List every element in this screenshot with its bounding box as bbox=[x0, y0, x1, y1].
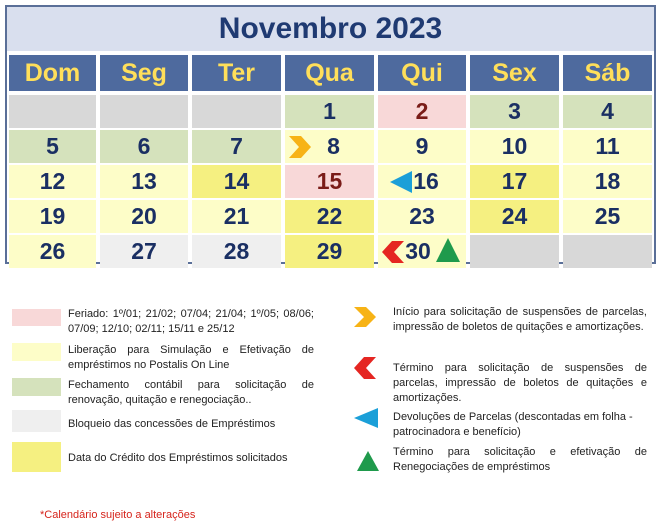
day-cell bbox=[9, 235, 96, 268]
day-cell bbox=[378, 95, 466, 128]
day-cell bbox=[378, 130, 466, 163]
day-cell bbox=[378, 235, 466, 268]
day-number: 24 bbox=[501, 203, 528, 229]
day-cell bbox=[285, 200, 374, 233]
day-number: 10 bbox=[501, 133, 528, 159]
day-number: 25 bbox=[594, 203, 621, 229]
legend-swatch-block bbox=[12, 410, 61, 432]
day-cell bbox=[563, 165, 652, 198]
orange-chevron-icon bbox=[289, 136, 311, 158]
day-number: 20 bbox=[131, 203, 157, 229]
day-number: 19 bbox=[39, 203, 66, 229]
day-number: 16 bbox=[413, 168, 439, 194]
weekday-header: Sex bbox=[470, 55, 559, 91]
day-number: 4 bbox=[601, 98, 614, 124]
legend-swatch-holiday bbox=[12, 309, 61, 326]
empty-day-cell bbox=[9, 95, 96, 128]
day-number: 21 bbox=[223, 203, 250, 229]
red-chevron-icon bbox=[382, 241, 404, 263]
legend-return-text: Devoluções de Parcelas (descontadas em folha - patrocinadora e benefício) bbox=[393, 411, 633, 438]
calendar-title: Novembro 2023 bbox=[7, 7, 654, 51]
day-cell bbox=[192, 165, 281, 198]
day-number: 2 bbox=[415, 98, 429, 124]
legend-swatch-closing bbox=[12, 378, 61, 396]
day-number: 7 bbox=[230, 133, 243, 159]
legend-release-text: Liberação para Simulação e Efetivação de empréstimos no Postalis On Line bbox=[68, 344, 314, 371]
day-number: 27 bbox=[131, 238, 157, 264]
day-number: 26 bbox=[39, 238, 66, 264]
blue-triangle-icon bbox=[354, 408, 378, 428]
day-cell bbox=[285, 165, 374, 198]
day-number: 1 bbox=[323, 98, 336, 124]
day-number: 12 bbox=[39, 168, 66, 194]
day-cell bbox=[9, 165, 96, 198]
day-cell bbox=[378, 165, 466, 198]
legend-swatch-release bbox=[12, 343, 61, 361]
legend-end-text: Término para solicitação de suspensões de parcelas, impressão de boletos de quitações e amortizações. bbox=[393, 362, 647, 404]
red-chevron-icon bbox=[354, 357, 376, 379]
day-cell bbox=[100, 200, 188, 233]
day-cell bbox=[285, 235, 374, 268]
day-cell bbox=[100, 130, 188, 163]
day-number: 15 bbox=[316, 168, 343, 194]
day-cell bbox=[563, 130, 652, 163]
day-number: 22 bbox=[316, 203, 343, 229]
day-cell bbox=[100, 235, 188, 268]
legend-closing-text: Fechamento contábil para solicitação de renovação, quitação e renegociação.. bbox=[68, 379, 314, 406]
day-number: 5 bbox=[46, 133, 59, 159]
weekday-header: Seg bbox=[100, 55, 188, 91]
day-number: 13 bbox=[131, 168, 157, 194]
day-number: 30 bbox=[405, 238, 431, 264]
day-cell bbox=[563, 200, 652, 233]
day-cell bbox=[192, 130, 281, 163]
legend-block-text: Bloqueio das concessões de Empréstimos bbox=[68, 418, 276, 430]
day-number: 3 bbox=[508, 98, 521, 124]
day-cell bbox=[470, 130, 559, 163]
empty-day-cell bbox=[192, 95, 281, 128]
day-cell bbox=[285, 130, 374, 163]
day-number: 14 bbox=[223, 168, 250, 194]
legend-start-text: Início para solicitação de suspensões de parcelas, impressão de boletos de quitações e amortizações. bbox=[393, 306, 647, 333]
weekday-header: Sáb bbox=[563, 55, 652, 91]
day-number: 17 bbox=[501, 168, 528, 194]
empty-day-cell bbox=[100, 95, 188, 128]
day-number: 23 bbox=[409, 203, 435, 229]
day-cell bbox=[192, 235, 281, 268]
day-cell bbox=[100, 165, 188, 198]
weekday-header: Qua bbox=[285, 55, 374, 91]
legend-swatch-credit bbox=[12, 442, 61, 472]
day-number: 11 bbox=[595, 133, 620, 159]
day-number: 18 bbox=[594, 168, 621, 194]
legend-holiday-text: Feriado: 1º/01; 21/02; 07/04; 21/04; 1º/05; 08/06; 07/09; 12/10; 02/11; 15/11 e 25/12 bbox=[68, 308, 314, 335]
day-cell bbox=[378, 200, 466, 233]
legend-credit-text: Data do Crédito dos Empréstimos solicitados bbox=[68, 452, 288, 464]
empty-day-cell bbox=[470, 235, 559, 268]
day-cell bbox=[470, 165, 559, 198]
day-number: 8 bbox=[327, 133, 340, 159]
weekday-header: Dom bbox=[9, 55, 96, 91]
green-triangle-icon bbox=[357, 451, 379, 471]
day-cell bbox=[9, 130, 96, 163]
day-cell bbox=[9, 200, 96, 233]
empty-day-cell bbox=[563, 235, 652, 268]
green-triangle-icon bbox=[436, 238, 460, 262]
weekday-header: Qui bbox=[378, 55, 466, 91]
day-number: 29 bbox=[316, 238, 343, 264]
day-cell bbox=[470, 95, 559, 128]
day-number: 28 bbox=[223, 238, 250, 264]
day-number: 9 bbox=[415, 133, 429, 159]
blue-triangle-icon bbox=[390, 171, 412, 193]
disclaimer-note: *Calendário sujeito a alterações bbox=[40, 509, 196, 521]
legend-renegotiation-text: Término para solicitação e efetivação de Renegociações de empréstimos bbox=[393, 446, 647, 473]
day-cell bbox=[192, 200, 281, 233]
day-number: 6 bbox=[137, 133, 151, 159]
orange-chevron-icon bbox=[354, 307, 376, 327]
weekday-header: Ter bbox=[192, 55, 281, 91]
day-cell bbox=[563, 95, 652, 128]
calendar bbox=[5, 5, 656, 264]
day-cell bbox=[285, 95, 374, 128]
day-cell bbox=[470, 200, 559, 233]
